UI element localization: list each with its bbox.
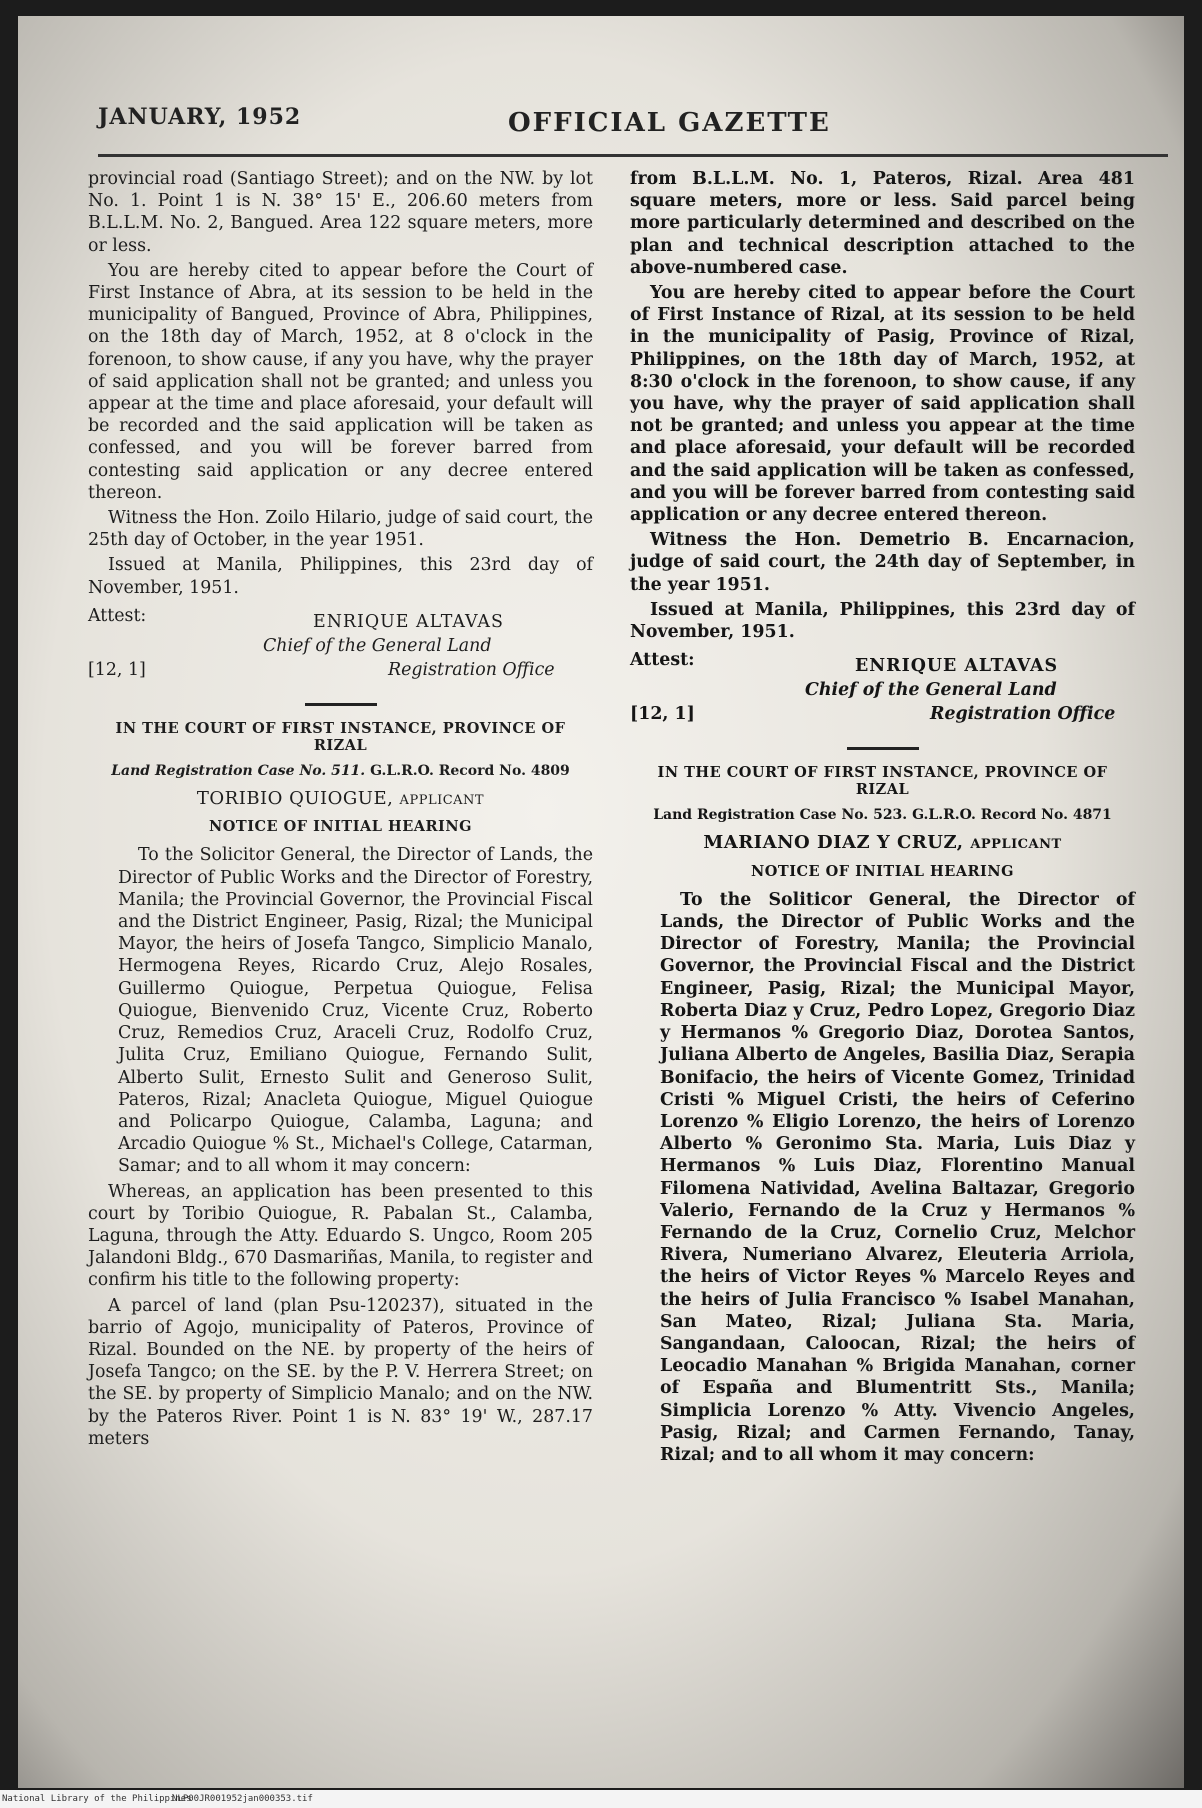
left-witness-paragraph: Witness the Hon. Zoilo Hilario, judge of said court, the 25th day of October, in the year 1951. <box>88 508 593 551</box>
section-divider <box>305 703 377 706</box>
right-attest-block <box>630 649 1135 735</box>
case-number: Land Registration Case No. 523. <box>653 807 908 824</box>
left-intro-paragraph: provincial road (Santiago Street); and on the NW. by lot No. 1. Point 1 is N. 38° 15' E., 206.60 meters from B.L.L.M. No. 2, Bangued. Area 122 square meters, more or less. <box>88 169 593 256</box>
case-line <box>630 804 1135 826</box>
notice-title: NOTICE OF INITIAL HEARING <box>209 818 472 836</box>
attest-label: Attest: <box>630 650 695 671</box>
issue-reference: [12, 1] <box>88 659 146 680</box>
left-attest-block <box>88 605 593 691</box>
gazette-title: OFFICIAL GAZETTE <box>508 108 831 138</box>
officer-title-line-1: Chief of the General Land <box>805 680 1057 701</box>
right-witness-paragraph: Witness the Hon. Demetrio B. Encarnacion, judge of said court, the 24th day of September, in the year 1951. <box>630 530 1135 595</box>
addressees-paragraph: To the Soliticor General, the Director of Lands, the Director of Public Works and the Director of Forestry, Manila; the Provincial Governor, the Provincial Fiscal and the District Engineer, Pasig, Rizal; the Municipal Mayor, Roberta Diaz y Cruz, Pedro Lopez, Gregorio Diaz y Hermanos % Gregorio Diaz, Dorotea Santos, Juliana Alberto de Angeles, Basilia Diaz, Serapia Bonifacio, the heirs of Vicente Gomez, Trinidad Cristi % Miguel Cristi, the heirs of Ceferino Lorenzo % Eligio Lorenzo, the heirs of Lorenzo Alberto % Geronimo Sta. Maria, Luis Diaz y Hermanos % Luis Diaz, Florentino Manual Filomena Natividad, Avelina Baltazar, Gregorio Valerio, Fernando de la Cruz y Hermanos % Fernando de la Cruz, Cornelio Cruz, Melchor Rivera, Numeriano Alvarez, Eleuteria Arriola, the heirs of Victor Reyes % Marcelo Reyes and the heirs of Julia Francisco % Isabel Manahan, San Mateo, Rizal; Juliana Sta. Maria, Sangandaan, Caloocan, Rizal; the heirs of Leocadio Manahan % Brigida Manahan, corner of España and Blumentritt Sts., Manila; Simplicia Lorenzo % Atty. Vivencio Angeles, Pasig, Rizal; and Carmen Fernando, Tanay, Rizal; and to all whom it may concern: <box>660 889 1135 1465</box>
officer-title-line-2: Registration Office <box>930 704 1116 725</box>
left-issued-paragraph: Issued at Manila, Philippines, this 23rd day of November, 1951. <box>88 555 593 598</box>
court-heading: IN THE COURT OF FIRST INSTANCE, PROVINCE OF RIZAL <box>115 719 566 754</box>
header-rule <box>98 154 1168 157</box>
scan-filename: NLP00JR001952jan000353.tif <box>172 1794 313 1804</box>
left-citation-paragraph: You are hereby cited to appear before the Court of First Instance of Abra, at its session to be held in the municipality of Bangued, Province of Abra, Philippines, on the 18th day of March, 1952, at 8 o'clock in the forenoon, to show cause, if any you have, why the prayer of said application shall not be granted; and unless you appear at the time and place aforesaid, your default will be recorded and the said application will be taken as confessed, and you will be forever barred from contesting said application or any decree entered thereon. <box>88 260 593 503</box>
applicant-name: MARIANO DIAZ Y CRUZ, applicant <box>703 832 1062 854</box>
issue-reference: [12, 1] <box>630 704 695 725</box>
left-column <box>88 168 593 1453</box>
page-header <box>98 104 1158 144</box>
right-intro-paragraph: from B.L.L.M. No. 1, Pateros, Rizal. Area 481 square meters, more or less. Said parcel being more particularly determined and described on the plan and technical description attached to the above-numbered case. <box>630 169 1135 278</box>
officer-name: ENRIQUE ALTAVAS <box>855 656 1059 677</box>
gazette-page <box>18 16 1184 1788</box>
notice-title: NOTICE OF INITIAL HEARING <box>751 862 1014 880</box>
attest-label: Attest: <box>88 605 147 626</box>
officer-name: ENRIQUE ALTAVAS <box>313 611 504 632</box>
officer-title-line-1: Chief of the General Land <box>263 635 492 656</box>
section-divider <box>847 747 919 750</box>
case-record: G.L.R.O. Record No. 4809 <box>370 762 570 779</box>
library-credit: National Library of the Philippines <box>2 1794 192 1804</box>
addressees-paragraph: To the Solicitor General, the Director of Lands, the Director of Public Works and the Director of Forestry, Manila; the Provincial Governor, the Provincial Fiscal and the District Engineer, Pasig, Rizal; the Municipal Mayor, the heirs of Josefa Tangco, Simplicio Manalo, Hermogena Reyes, Ricardo Cruz, Alejo Rosales, Guillermo Quiogue, Perpetua Quiogue, Felisa Quiogue, Bienvenido Cruz, Vicente Cruz, Roberto Cruz, Remedios Cruz, Araceli Cruz, Rodolfo Cruz, Julita Cruz, Emiliano Quiogue, Fernando Sulit, Alberto Sulit, Ernesto Sulit and Generoso Sulit, Pateros, Rizal; Anacleta Quiogue, Miguel Quiogue and Policarpo Quiogue, Calamba, Laguna; and Arcadio Quiogue % St., Michael's College, Catarman, Samar; and to all whom it may concern: <box>118 845 593 1177</box>
case-record: G.L.R.O. Record No. 4871 <box>912 807 1112 824</box>
whereas-paragraph: Whereas, an application has been presented to this court by Toribio Quiogue, R. Pabalan St., Calamba, Laguna, through the Atty. Eduardo S. Ungco, Room 205 Jalandoni Bldg., 670 Dasmariñas, Manila, to register and confirm his title to the following property: <box>88 1181 593 1291</box>
officer-title-line-2: Registration Office <box>388 659 555 680</box>
scan-footer <box>0 1790 1202 1808</box>
applicant-name: TORIBIO QUIOGUE, applicant <box>196 788 485 810</box>
case-line <box>88 760 593 782</box>
issue-date: JANUARY, 1952 <box>98 104 302 130</box>
parcel-paragraph: A parcel of land (plan Psu-120237), situated in the barrio of Agojo, municipality of Pateros, Province of Rizal. Bounded on the NE. by property of the heirs of Josefa Tangco; on the SE. by the P. V. Herrera Street; on the SE. by property of Simplicio Manalo; and on the NW. by the Pateros River. Point 1 is N. 83° 19' W., 287.17 meters <box>88 1295 593 1449</box>
case-number: Land Registration Case No. 511. <box>111 762 366 779</box>
right-citation-paragraph: You are hereby cited to appear before the Court of First Instance of Rizal, at its session to be held in the municipality of Pasig, Province of Rizal, Philippines, on the 18th day of March, 1952, at 8:30 o'clock in the forenoon, to show cause, if any you have, why the prayer of said application shall not be granted; and unless you appear at the time and place aforesaid, your default will be recorded and the said application will be taken as confessed, and you will be forever barred from contesting said application or any decree entered thereon. <box>630 283 1135 526</box>
right-issued-paragraph: Issued at Manila, Philippines, this 23rd day of November, 1951. <box>630 599 1135 643</box>
court-heading: IN THE COURT OF FIRST INSTANCE, PROVINCE OF RIZAL <box>657 764 1108 799</box>
right-column <box>630 168 1135 1469</box>
